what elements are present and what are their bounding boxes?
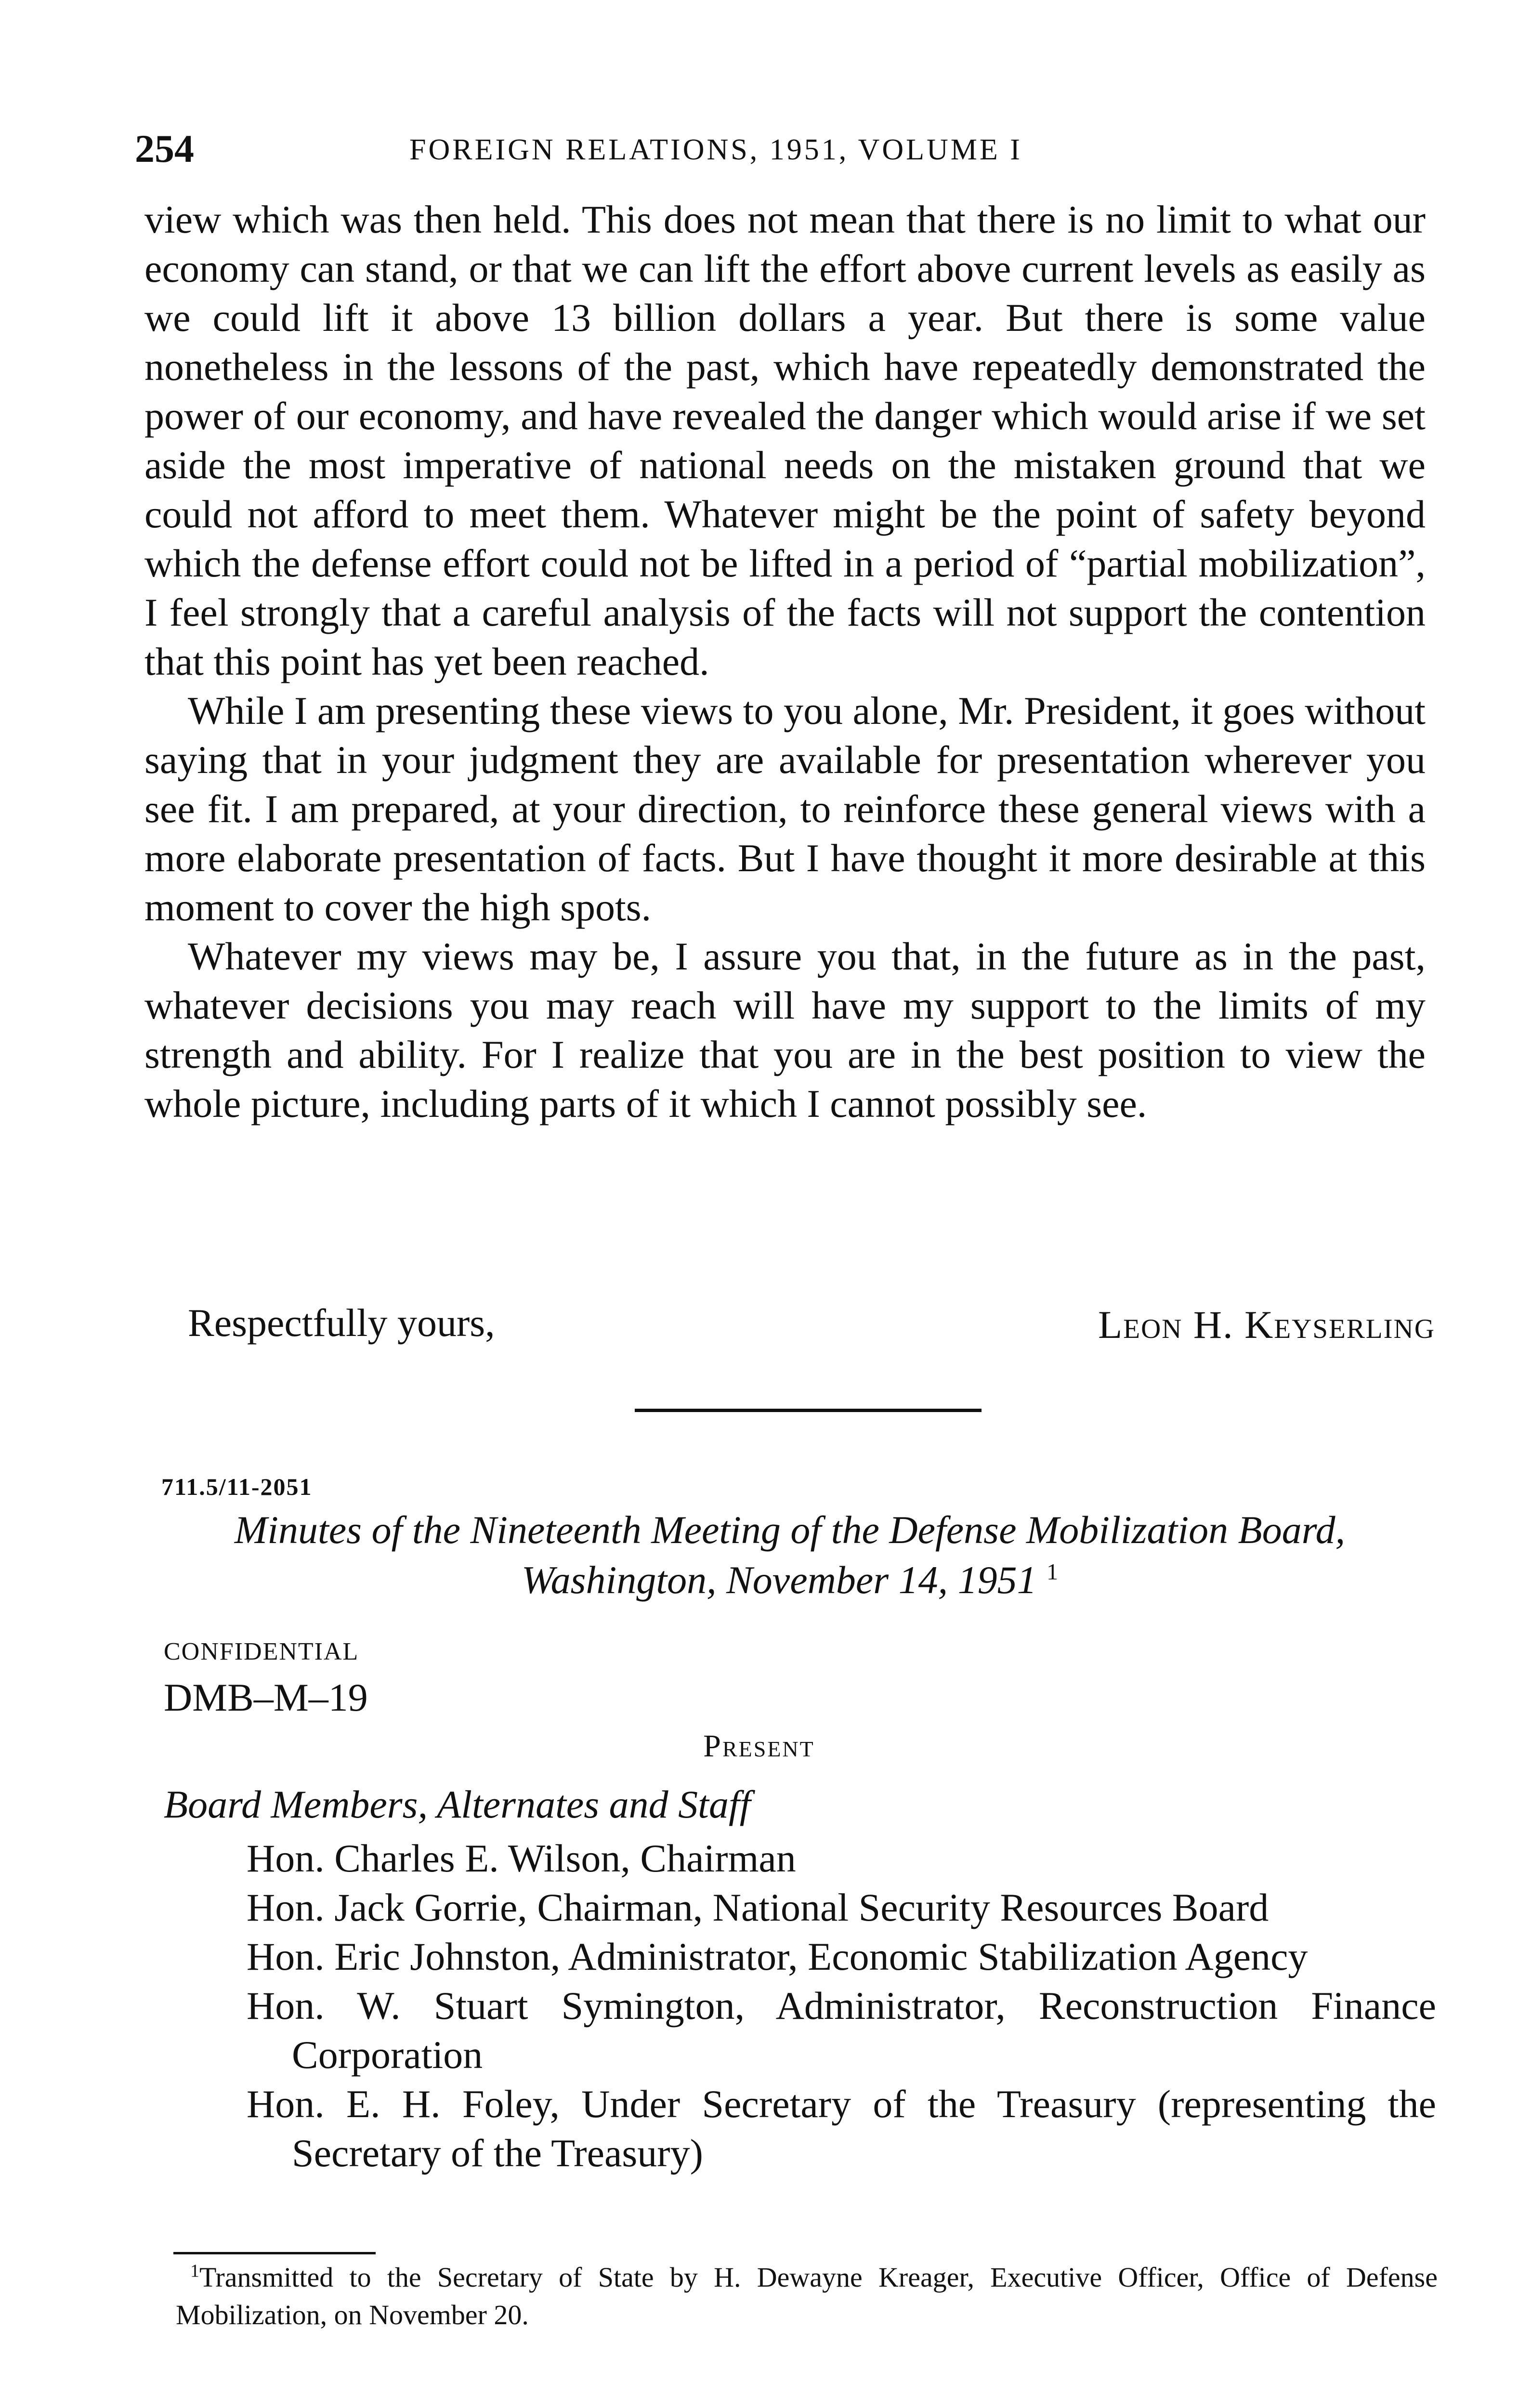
letter-body — [144, 195, 1426, 1128]
letter-closing — [144, 1300, 1435, 1358]
footnote-mark: 1 — [190, 2261, 199, 2281]
signature: Leon H. Keyserling — [1098, 1303, 1435, 1347]
page-number: 254 — [135, 127, 194, 170]
footnote-reference: 1 — [1047, 1559, 1059, 1585]
document-title-line-2-wrap — [144, 1555, 1435, 1605]
group-heading: Board Members, Alternates and Staff — [164, 1782, 751, 1826]
attendee-item: Hon. E. H. Foley, Under Secretary of the Treasury (representing the Secretary of the Treasury) — [247, 2082, 1436, 2175]
footnote-text: Transmitted to the Secretary of State by H. Dewayne Kreager, Executive Officer, Office of Defense Mobilization, on November 20. — [176, 2262, 1438, 2330]
attendee-item: Hon. Jack Gorrie, Chairman, National Security Resources Board — [247, 1885, 1269, 1929]
section-divider — [635, 1409, 981, 1412]
closing-phrase: Respectfully yours, — [188, 1301, 495, 1345]
present-heading: Present — [703, 1728, 815, 1764]
letter-paragraph-3: Whatever my views may be, I assure you that, in the future as in the past, whatever decisions you may reach will have my support to the limits of my strength and ability. For I realize that you are in the best position to view the whole picture, including parts of it which I cannot possibly see. — [144, 934, 1426, 1125]
letter-paragraph-1: view which was then held. This does not mean that there is no limit to what our economy can stand, or that we can lift the effort above current levels as easily as we could lift it above 13 billion dollars a year. But there is some value nonetheless in the lessons of the past, which have repeatedly demonstrated the power of our economy, and have revealed the danger which would arise if we set aside the most imperative of national needs on the mistaken ground that we could not afford to meet them. Whatever might be the point of safety beyond which the defense effort could not be lifted in a period of “partial mobilization”, I feel strongly that a careful analysis of the facts will not support the contention that this point has yet been reached. — [144, 197, 1426, 683]
footnote — [176, 2259, 1438, 2334]
document-title-line-1: Minutes of the Nineteenth Meeting of the Defense Mobilization Board, — [234, 1508, 1346, 1552]
running-title: FOREIGN RELATIONS, 1951, VOLUME I — [409, 133, 1022, 166]
attendee-item: Hon. Eric Johnston, Administrator, Economic Stabilization Agency — [247, 1935, 1308, 1978]
attendee-item: Hon. Charles E. Wilson, Chairman — [247, 1836, 796, 1880]
running-head — [135, 126, 1426, 179]
classification-label: CONFIDENTIAL — [164, 1638, 359, 1665]
attendee-item: Hon. W. Stuart Symington, Administrator, Reconstruction Finance Corporation — [247, 1984, 1436, 2077]
attendee-list — [247, 1834, 1436, 2178]
document-title-line-2: Washington, November 14, 1951 — [521, 1558, 1037, 1602]
footnote-divider — [173, 2252, 376, 2254]
document-title — [144, 1505, 1435, 1605]
document-id: DMB–M–19 — [164, 1675, 368, 1719]
file-number: 711.5/11-2051 — [161, 1473, 313, 1500]
letter-paragraph-2: While I am presenting these views to you alone, Mr. President, it goes without saying that in your judgment they are available for presentation wherever you see fit. I am prepared, at your direction, to reinforce these general views with a more elaborate presentation of facts. But I have thought it more desirable at this moment to cover the high spots. — [144, 689, 1426, 929]
